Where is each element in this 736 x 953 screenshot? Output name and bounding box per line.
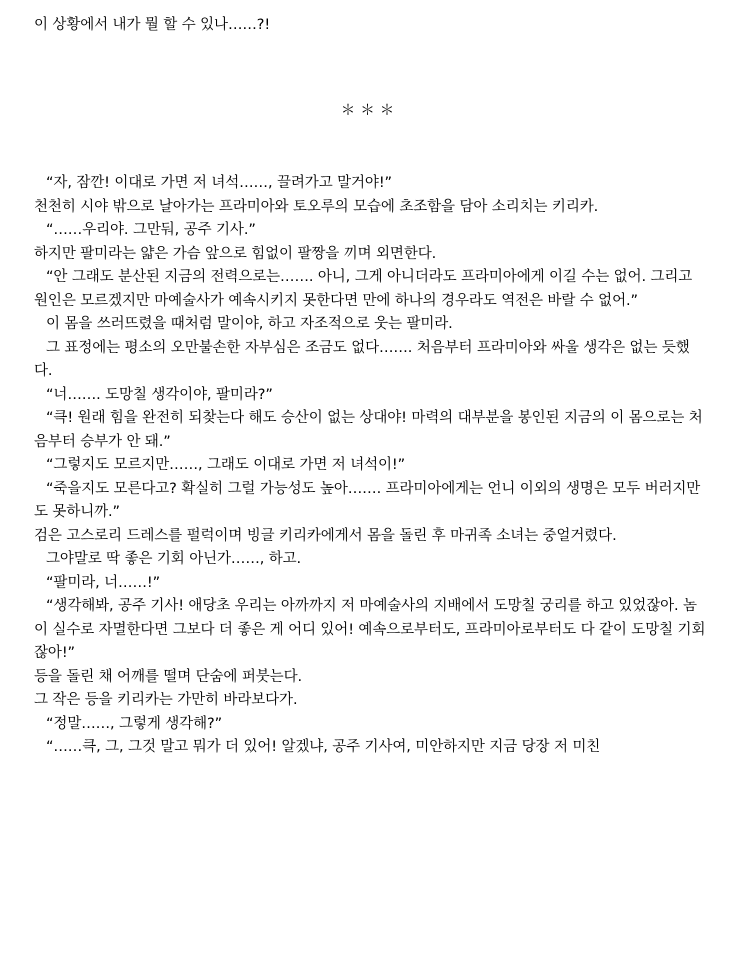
paragraph: 천천히 시야 밖으로 날아가는 프라미아와 토오루의 모습에 초조함을 담아 소리치는 키리카. xyxy=(34,198,599,215)
paragraph: 그야말로 딱 좋은 기회 아닌가……, 하고. xyxy=(46,551,302,568)
paragraph: “너……. 도망칠 생각이야, 팔미라?” xyxy=(46,386,273,403)
paragraph: 하지만 팔미라는 얇은 가슴 앞으로 힘없이 팔짱을 끼며 외면한다. xyxy=(34,245,437,262)
paragraph: “……큭, 그, 그것 말고 뭐가 더 있어! 알겠냐, 공주 기사여, 미안하지만 지금 당장 저 미친 xyxy=(46,739,601,756)
paragraph: 검은 고스로리 드레스를 펄럭이며 빙글 키리카에게서 몸을 돌린 후 마귀족 소녀는 중얼거렸다. xyxy=(34,527,617,544)
paragraph: “큭! 원래 힘을 완전히 되찾는다 해도 승산이 없는 상대야! 마력의 대부분을 봉인된 지금의 이 몸으로는 처음부터 승부가 안 돼.” xyxy=(34,410,703,450)
paragraph: “정말……, 그렇게 생각해?” xyxy=(46,715,223,732)
paragraph: 그 표정에는 평소의 오만불손한 자부심은 조금도 없다……. 처음부터 프라미아와 싸울 생각은 없는 듯했다. xyxy=(34,339,690,380)
paragraph: 그 작은 등을 키리카는 가만히 바라보다가. xyxy=(34,692,298,709)
paragraph: “죽을지도 모른다고? 확실히 그럴 가능성도 높아……. 프라미아에게는 언니 이외의 생명은 모두 버러지만도 못하니까.” xyxy=(34,480,701,521)
spacer-after-divider xyxy=(34,120,706,172)
opening-line: 이 상황에서 내가 뭘 할 수 있나……?! xyxy=(34,17,271,33)
paragraph: “안 그래도 분산된 지금의 전력으로는……. 아니, 그게 아니더라도 프라미아에게 이길 수는 없어. 그리고 원인은 모르겠지만 마예술사가 예속시키지 못한다면 만에 하나의 경우라도 역전은 바랄 수 없어.” xyxy=(34,269,693,309)
paragraph: “생각해봐, 공주 기사! 애당초 우리는 아까까지 저 마예술사의 지배에서 도망칠 궁리를 하고 있었잖아. 놈이 실수로 자멸한다면 그보다 더 좋은 게 어디 있어! 예속으로부터도, 프라미아로부터도 다 같이 도망칠 기회잖아!” xyxy=(34,598,706,662)
paragraph: “……우리야. 그만둬, 공주 기사.” xyxy=(46,222,256,239)
body-text xyxy=(34,172,706,759)
paragraph: 이 몸을 쓰러뜨렸을 때처럼 말이야, 하고 자조적으로 웃는 팔미라. xyxy=(46,316,453,333)
paragraph: 등을 돌린 채 어깨를 떨며 단숨에 퍼붓는다. xyxy=(34,668,302,685)
paragraph: “팔미라, 너……!” xyxy=(46,574,160,591)
scene-divider: ＊＊＊ xyxy=(340,103,400,120)
paragraph: “자, 잠깐! 이대로 가면 저 녀석……, 끌려가고 말거야!” xyxy=(46,175,392,192)
paragraph: “그렇지도 모르지만……, 그래도 이대로 가면 저 녀석이!” xyxy=(46,457,406,474)
spacer-before-divider xyxy=(34,37,706,99)
